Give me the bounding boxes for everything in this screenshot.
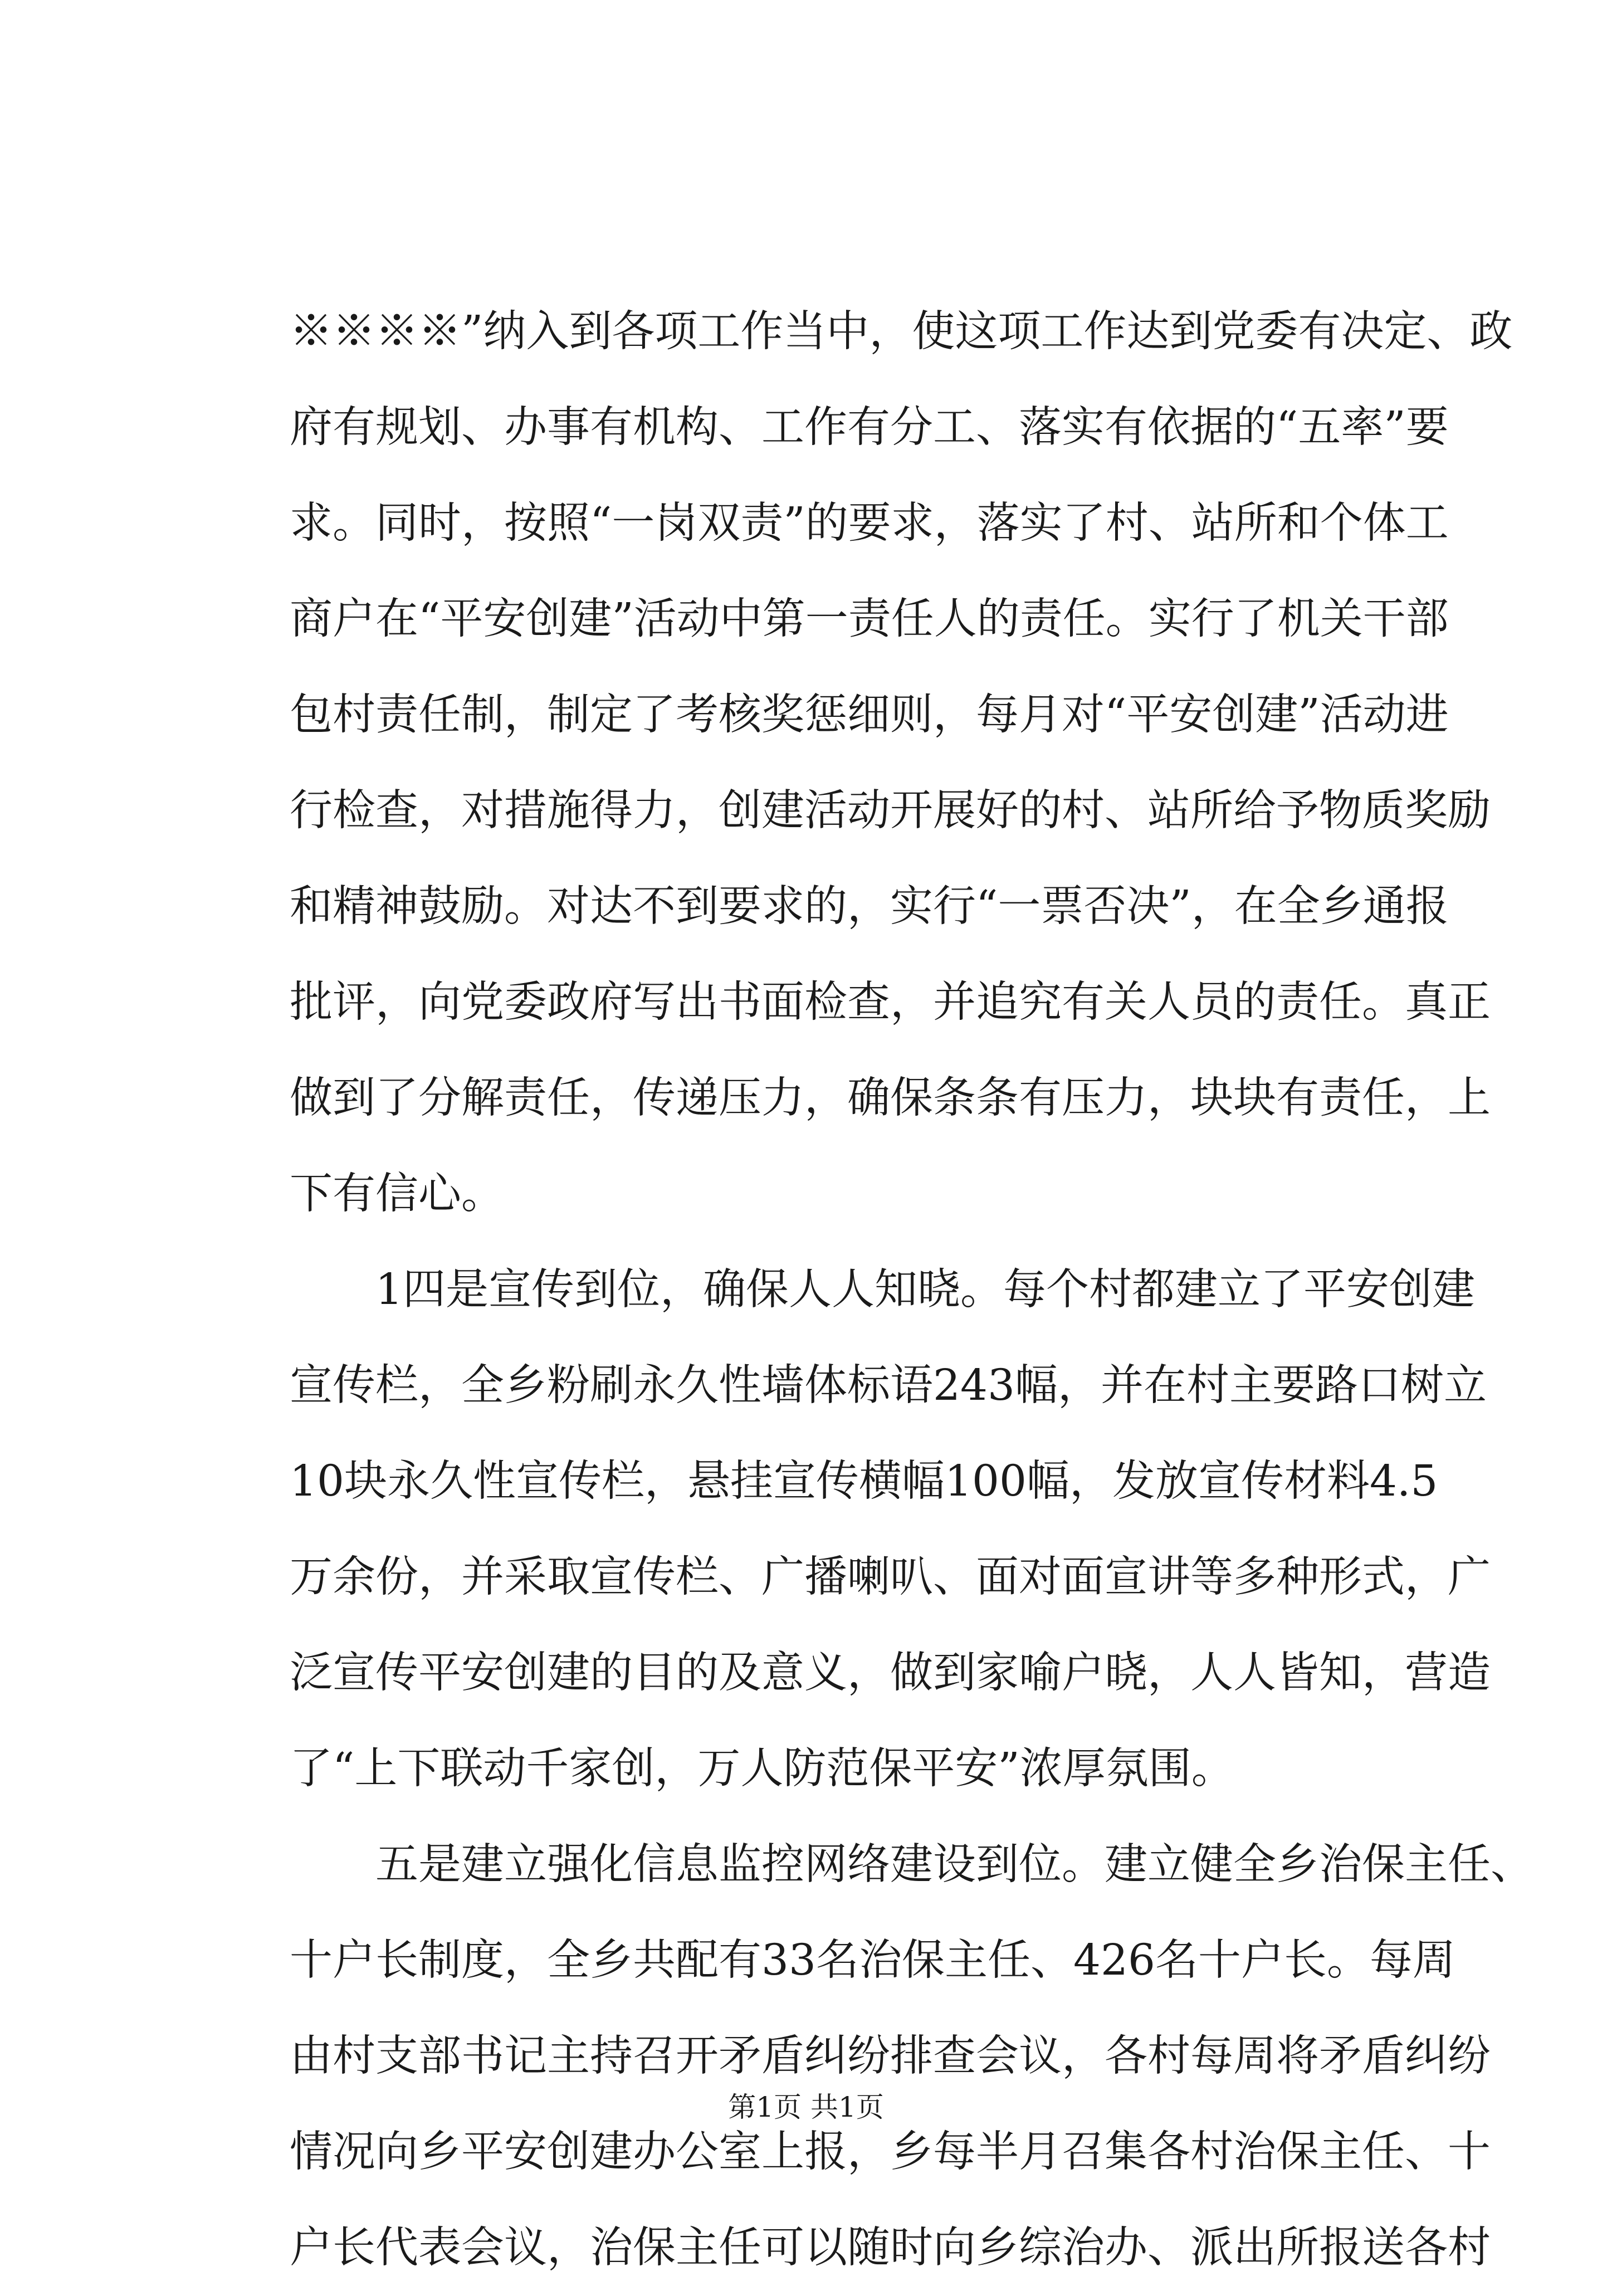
text-line: 五是建立强化信息监控网络建设到位。建立健全乡治保主任、: [290, 1840, 1533, 1889]
text-line: 宣传栏，全乡粉刷永久性墙体标语243幅，并在村主要路口树立: [290, 1361, 1487, 1410]
page-number-label: 第1页 共1页: [728, 2091, 884, 2123]
text-line: 情况向乡平安创建办公室上报，乡每半月召集各村治保主任、十: [290, 2127, 1491, 2177]
text-line: 由村支部书记主持召开矛盾纠纷排查会议，各村每周将矛盾纠纷: [290, 2031, 1491, 2081]
text-line: 十户长制度，全乡共配有33名治保主任、426名十户长。每周: [290, 1936, 1455, 1985]
text-line: 下有信心。: [290, 1169, 504, 1219]
text-line: 求。同时，按照“一岗双责”的要求，落实了村、站所和个体工: [290, 499, 1449, 548]
text-line: 行检查，对措施得力，创建活动开展好的村、站所给予物质奖励: [290, 786, 1491, 836]
text-line: 批评，向党委政府写出书面检查，并追究有关人员的责任。真正: [290, 978, 1491, 1027]
text-line: 10块永久性宣传栏，悬挂宣传横幅100幅，发放宣传材料4.5: [290, 1457, 1438, 1506]
text-line: 和精神鼓励。对达不到要求的，实行“一票否决”，在全乡通报: [290, 882, 1449, 931]
text-line: 万余份，并采取宣传栏、广播喇叭、面对面宣讲等多种形式，广: [290, 1552, 1491, 1602]
text-line: 府有规划、办事有机构、工作有分工、落实有依据的“五率”要: [290, 403, 1449, 452]
text-line: ※※※※”纳入到各项工作当中，使这项工作达到党委有决定、政: [290, 307, 1513, 356]
text-line: 做到了分解责任，传递压力，确保条条有压力，块块有责任，上: [290, 1073, 1491, 1123]
text-line: 包村责任制，制定了考核奖惩细则，每月对“平安创建”活动进: [290, 690, 1449, 740]
text-line: 泛宣传平安创建的目的及意义，做到家喻户晓，人人皆知，营造: [290, 1648, 1491, 1698]
text-line: 户长代表会议，治保主任可以随时向乡综治办、派出所报送各村: [290, 2223, 1491, 2273]
text-line: 商户在“平安创建”活动中第一责任人的责任。实行了机关干部: [290, 594, 1449, 644]
text-line: 了“上下联动千家创，万人防范保平安”浓厚氛围。: [290, 1744, 1234, 1794]
document-body: [290, 284, 1533, 2296]
text-line: 1四是宣传到位，确保人人知晓。每个村都建立了平安创建: [290, 1265, 1475, 1315]
page-footer: [0, 2088, 1612, 2127]
